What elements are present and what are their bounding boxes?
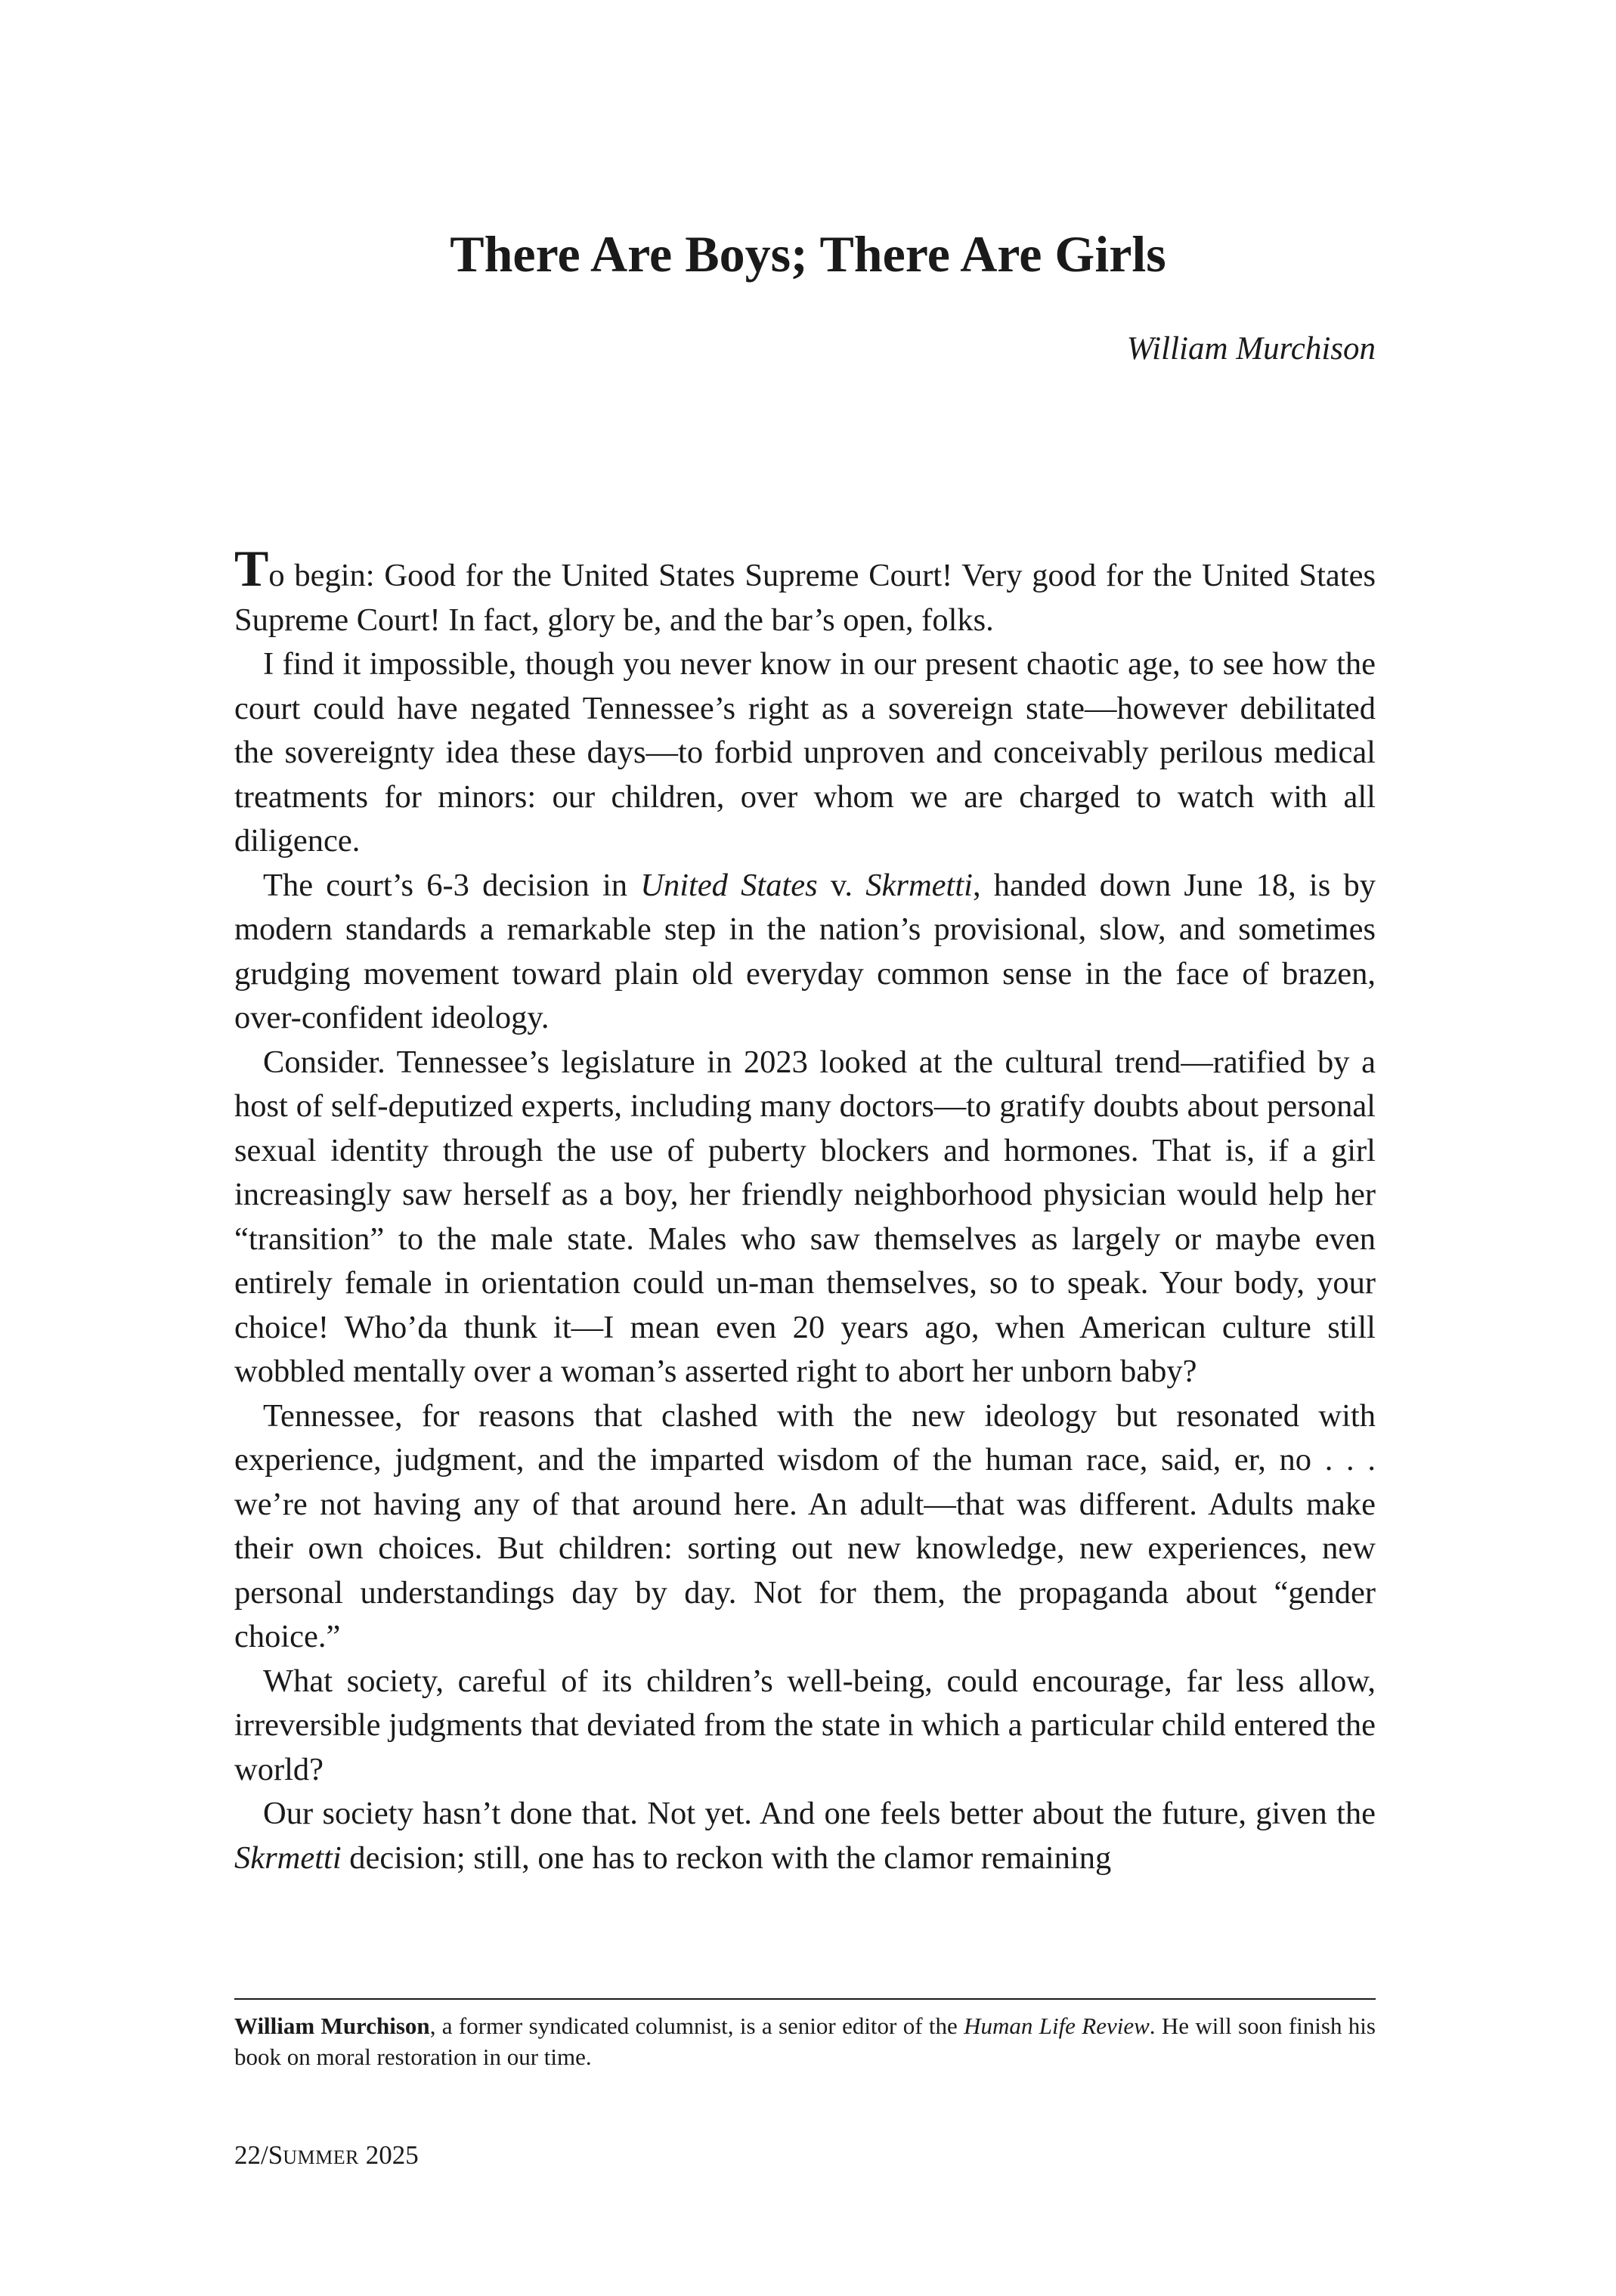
paragraph-7-text-a: Our society hasn’t done that. Not yet. And one feels better about the future, given the: [263, 1796, 1376, 1831]
versus-text: v.: [817, 867, 866, 903]
paragraph-5: Tennessee, for reasons that clashed with the new ideology but resonated with experience, judgment, and the imparted wisdom of the human race, said, er, no . . . we’re not having any of that around here. An adult—that was different. Adults make their own choices. But children: sorting out new knowledge, new experiences, new personal understandings day by day. Not for them, the propaganda about “gender choice.”: [234, 1397, 1376, 1654]
case-name-italic: Skrmetti: [865, 867, 973, 903]
paragraph-3-text-b: , handed down June 18, is by modern standards a remarkable step in the nation’s provisional, slow, and sometimes grudging movement toward plain old everyday common sense in the face of brazen, over-confident ideology.: [234, 867, 1376, 1035]
footnote-author-name: William Murchison: [234, 2013, 430, 2039]
paragraph-7: [234, 1792, 1376, 1880]
folio-season: UMMER: [283, 2146, 359, 2168]
article-title: There Are Boys; There Are Girls: [450, 225, 1166, 283]
article-byline: William Murchison: [1126, 331, 1376, 367]
paragraph-6: What society, careful of its children’s well-being, could encourage, far less allow, irreversible judgments that deviated from the state in which a particular child entered the world?: [234, 1663, 1376, 1787]
paragraph-7-text-b: decision; still, one has to reckon with the clamor remaining: [341, 1840, 1112, 1876]
footnote-divider: [234, 1998, 1376, 2000]
case-name-italic: Skrmetti: [234, 1840, 342, 1876]
paragraph-1-text: o begin: Good for the United States Supreme Court! Very good for the United States Supreme Court! In fact, glory be, and the bar’s open, folks.: [234, 558, 1376, 638]
paragraph-2: I find it impossible, though you never know in our present chaotic age, to see how the court could have negated Tennessee’s right as a sovereign state—however debilitated the sovereignty idea these days—to forbid unproven and conceivably perilous medical treatments for minors: our children, over whom we are charged to watch with all diligence.: [234, 646, 1376, 859]
paragraph-3-text-a: The court’s 6-3 decision in: [263, 867, 641, 903]
paragraph-3: [234, 864, 1376, 1041]
case-name-italic: United States: [640, 867, 818, 903]
drop-cap: T: [234, 540, 269, 597]
page-folio: [234, 2139, 419, 2174]
folio-page-number: 22/S: [234, 2140, 283, 2170]
footnote-publication: Human Life Review: [964, 2013, 1150, 2039]
article-body: [234, 540, 1376, 1880]
paragraph-4: Consider. Tennessee’s legislature in 2023 looked at the cultural trend—ratified by a host of self-deputized experts, including many doctors—to gratify doubts about personal sexual identity through the use of puberty blockers and hormones. That is, if a girl increasingly saw herself as a boy, her friendly neighborhood physician would help her “transition” to the male state. Males who saw themselves as largely or maybe even entirely female in orientation could un-man themselves, so to speak. Your body, your choice! Who’da thunk it—I mean even 20 years ago, when American culture still wobbled mentally over a woman’s asserted right to abort her unborn baby?: [234, 1044, 1376, 1389]
footnote-text-b: . He will soon finish his book on moral restoration in our time.: [234, 2013, 1376, 2070]
folio-year: 2025: [358, 2140, 419, 2170]
footnote-text-a: , a former syndicated columnist, is a senior editor of the: [429, 2013, 964, 2039]
paragraph-1: [234, 540, 1376, 642]
author-footnote: [234, 2010, 1376, 2072]
